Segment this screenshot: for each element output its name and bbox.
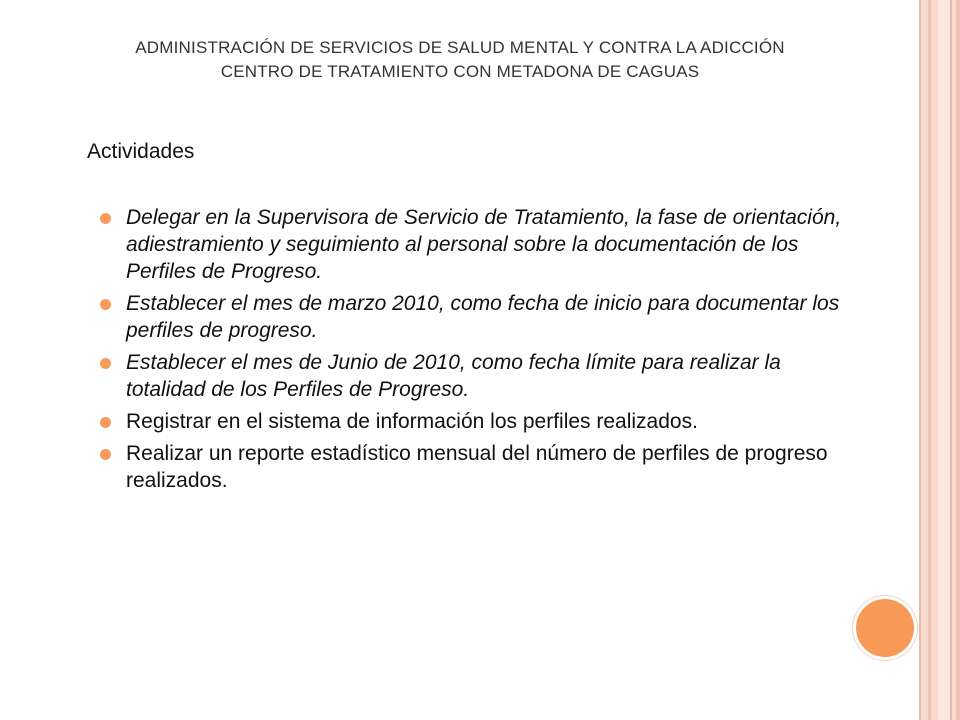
border-stripe — [938, 0, 950, 720]
header-line-1: ADMINISTRACIÓN DE SERVICIOS DE SALUD MENTAL Y CONTRA LA ADICCIÓN — [135, 38, 785, 57]
header-line-2: CENTRO DE TRATAMIENTO CON METADONA DE CAGUAS — [220, 62, 700, 81]
bullet-text: Establecer el mes de marzo 2010, como fecha de inicio para documentar los perfiles de progreso. — [126, 292, 840, 342]
border-stripe — [919, 0, 921, 720]
bullet-dot-icon — [100, 299, 111, 310]
bullet-list — [98, 204, 858, 499]
bullet-dot-icon — [100, 358, 111, 369]
border-stripe — [950, 0, 952, 720]
bullet-item — [98, 349, 858, 403]
bullet-item — [98, 204, 858, 285]
bullet-item — [98, 440, 858, 494]
decorative-circle-icon — [856, 599, 914, 657]
slide-header — [40, 36, 880, 84]
bullet-text: Establecer el mes de Junio de 2010, como fecha límite para realizar la totalidad de los Perfiles de Progreso. — [126, 351, 781, 401]
bullet-text: Registrar en el sistema de información los perfiles realizados. — [126, 410, 698, 433]
bullet-item — [98, 290, 858, 344]
bullet-item — [98, 408, 858, 435]
bullet-text: Realizar un reporte estadístico mensual del número de perfiles de progreso realizados. — [126, 442, 828, 492]
bullet-text: Delegar en la Supervisora de Servicio de Tratamiento, la fase de orientación, adiestramiento y seguimiento al personal sobre la documentación de los Perfiles de Progreso. — [126, 206, 842, 283]
bullet-dot-icon — [100, 417, 111, 428]
bullet-dot-icon — [100, 449, 111, 460]
border-stripe — [928, 0, 931, 720]
section-title: Actividades — [87, 140, 195, 163]
border-stripe — [956, 0, 960, 720]
bullet-dot-icon — [100, 213, 111, 224]
